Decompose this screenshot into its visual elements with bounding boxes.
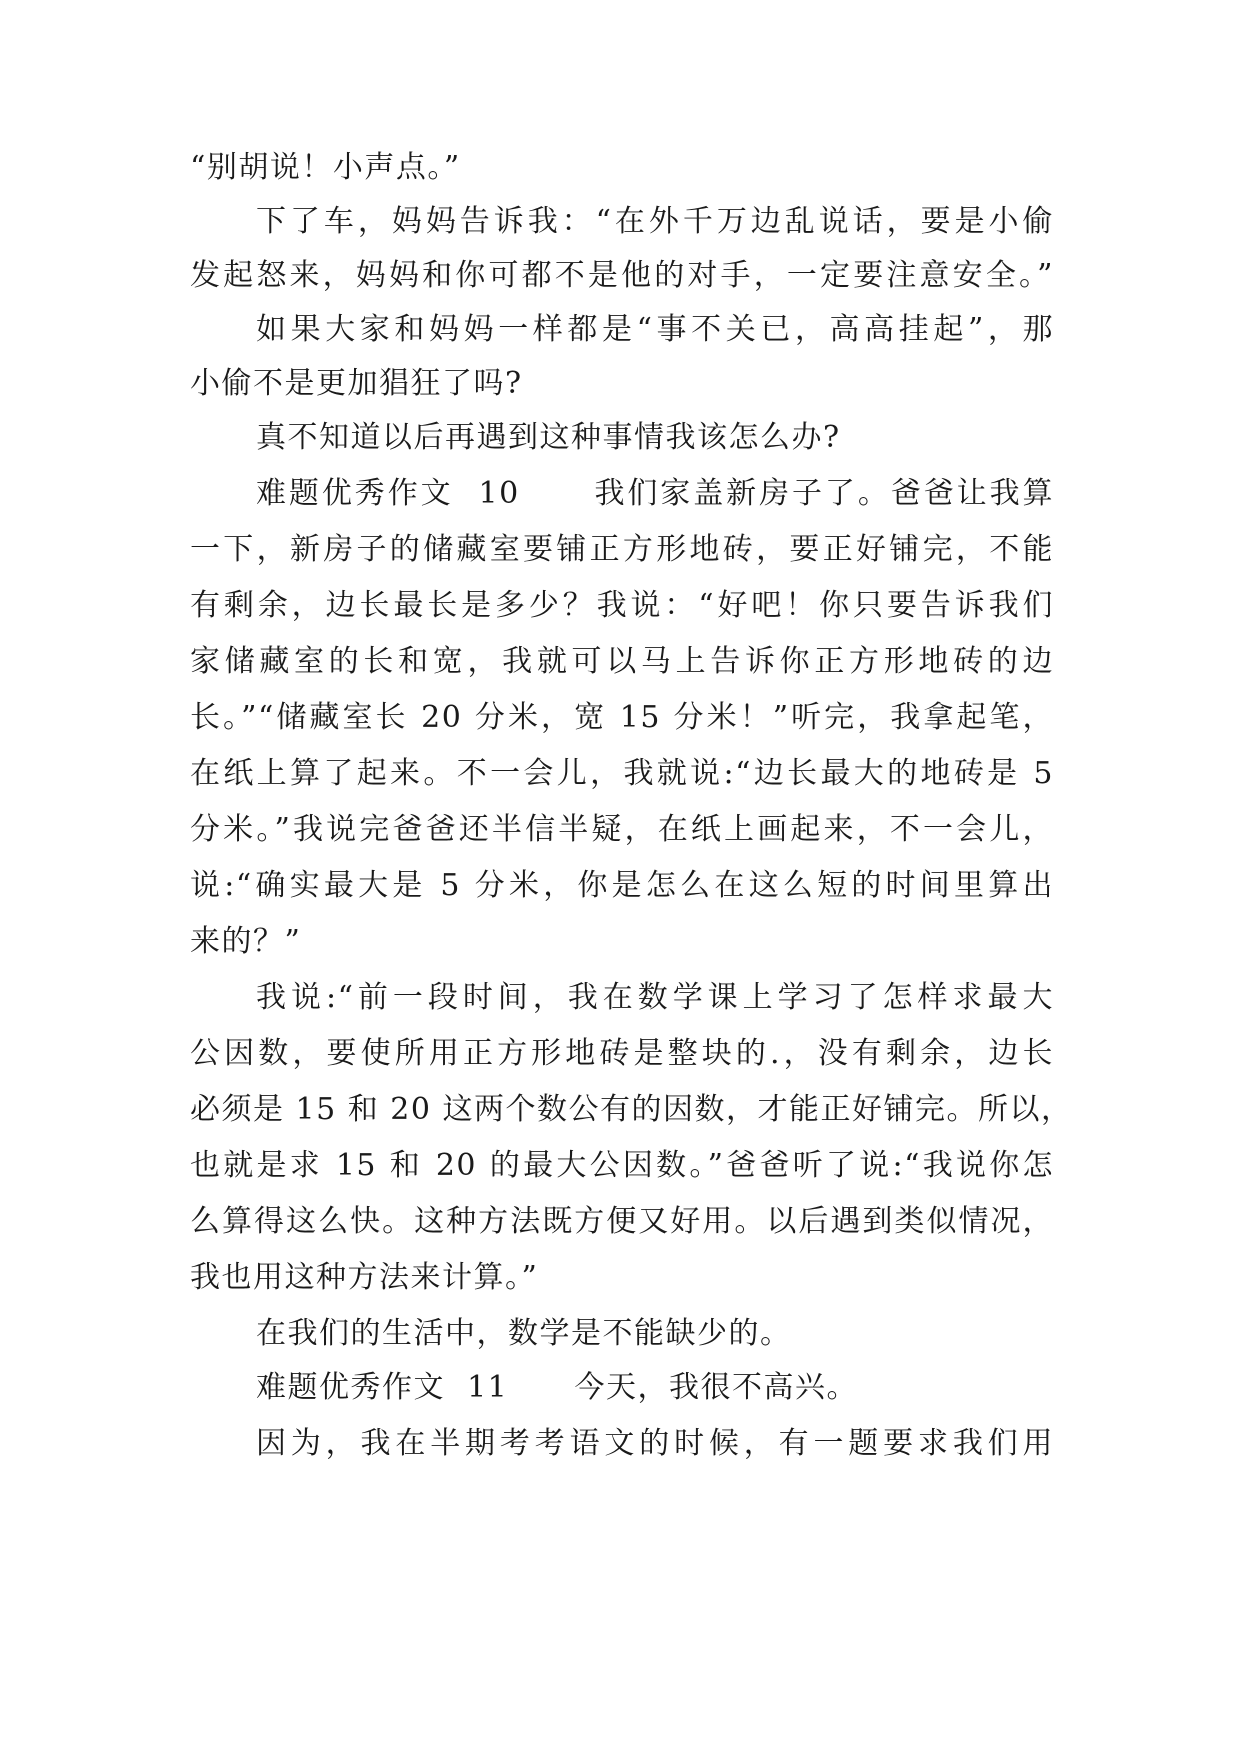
text-line: 如果大家和妈妈一样都是“事不关已，高高挂起”，那: [256, 312, 1054, 347]
text-line: 一下，新房子的储藏室要铺正方形地砖，要正好铺完，不能: [190, 532, 1054, 567]
text-line: 下了车，妈妈告诉我：“在外千万边乱说话，要是小偷: [256, 204, 1054, 239]
text-line: 小偷不是更加猖狂了吗?: [190, 366, 523, 401]
text-line: “别胡说！小声点。”: [190, 150, 461, 185]
text-line: 必须是 15 和 20 这两个数公有的因数，才能正好铺完。所以，: [190, 1092, 1073, 1127]
text-line: 有剩余，边长最长是多少？我说：“好吧！你只要告诉我们: [190, 588, 1054, 623]
text-line: 在纸上算了起来。不一会儿，我就说:“边长最大的地砖是 5: [190, 756, 1054, 791]
text-line: 我说:“前一段时间，我在数学课上学习了怎样求最大: [256, 980, 1054, 1015]
text-line: 家储藏室的长和宽，我就可以马上告诉你正方形地砖的边: [190, 644, 1054, 679]
text-line: 分米。”我说完爸爸还半信半疑，在纸上画起来，不一会儿，: [190, 812, 1054, 847]
text-line: 长。”“储藏室长 20 分米，宽 15 分米！”听完，我拿起笔，: [190, 700, 1054, 735]
text-line: 说:“确实最大是 5 分米，你是怎么在这么短的时间里算出: [190, 868, 1054, 903]
text-line: 在我们的生活中，数学是不能缺少的。: [256, 1316, 792, 1351]
text-line: 因为，我在半期考考语文的时候，有一题要求我们用: [256, 1426, 1054, 1461]
section-heading-line: 难题优秀作文 10 我们家盖新房子了。爸爸让我算: [256, 476, 1054, 511]
text-line: 么算得这么快。这种方法既方便又好用。以后遇到类似情况，: [190, 1204, 1054, 1239]
text-line: 真不知道以后再遇到这种事情我该怎么办?: [256, 420, 841, 455]
text-line: 公因数，要使所用正方形地砖是整块的.，没有剩余，边长: [190, 1036, 1054, 1071]
section-heading-line: 难题优秀作文 11 今天，我很不高兴。: [256, 1370, 858, 1405]
text-line: 我也用这种方法来计算。”: [190, 1260, 539, 1295]
text-line: 来的？”: [190, 924, 302, 959]
text-line: 发起怒来，妈妈和你可都不是他的对手，一定要注意安全。”: [190, 258, 1054, 293]
text-line: 也就是求 15 和 20 的最大公因数。”爸爸听了说:“我说你怎: [190, 1148, 1054, 1183]
